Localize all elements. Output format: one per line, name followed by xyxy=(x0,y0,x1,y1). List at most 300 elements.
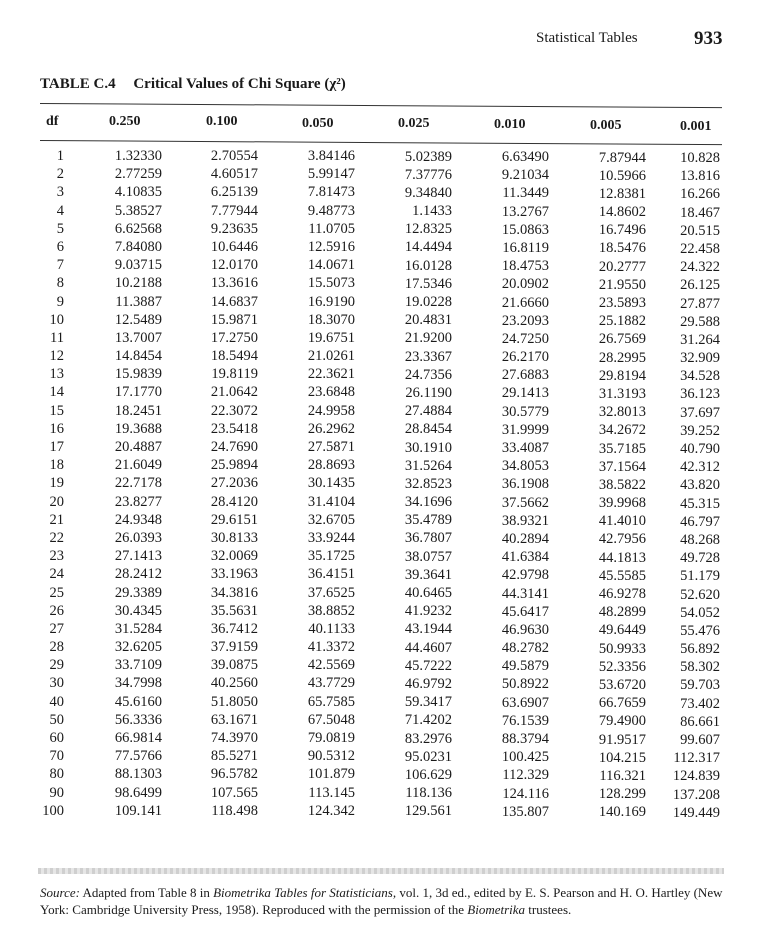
df-cell: 25 xyxy=(49,584,64,601)
value-cell: 99.607 xyxy=(680,732,720,748)
value-cell: 5.02389 xyxy=(404,148,452,165)
value-cell: 42.312 xyxy=(680,459,720,476)
value-cell: 149.449 xyxy=(672,804,720,821)
table-row xyxy=(0,675,768,693)
table-row xyxy=(0,566,768,584)
column-header-0250: 0.250 xyxy=(109,114,141,129)
value-cell: 18.2451 xyxy=(114,402,162,419)
value-cell: 23.5418 xyxy=(210,420,258,437)
value-cell: 32.6205 xyxy=(114,639,162,656)
value-cell: 36.123 xyxy=(680,386,720,403)
table-row xyxy=(0,403,768,421)
value-cell: 91.9517 xyxy=(598,731,646,748)
value-cell: 43.7729 xyxy=(307,675,355,692)
value-cell: 10.828 xyxy=(680,150,720,166)
value-cell: 71.4202 xyxy=(404,712,452,729)
value-cell: 109.141 xyxy=(114,802,162,819)
value-cell: 30.1910 xyxy=(404,439,452,456)
value-cell: 52.3356 xyxy=(598,658,646,675)
value-cell: 23.8277 xyxy=(114,493,162,510)
value-cell: 21.9550 xyxy=(598,276,646,293)
value-cell: 26.7569 xyxy=(598,331,646,348)
value-cell: 40.2560 xyxy=(210,675,258,692)
footnote-text-2: vol. 1, 3d ed., edited by E. S. Pearson and H. O. Hartley (New York: Cambridge University Press, 1958). Reproduced with the permission of the xyxy=(40,885,723,917)
value-cell: 118.136 xyxy=(405,785,452,802)
value-cell: 95.0231 xyxy=(404,748,452,765)
table-row xyxy=(0,457,768,475)
value-cell: 45.5585 xyxy=(598,567,646,584)
value-cell: 27.2036 xyxy=(210,475,258,492)
df-cell: 17 xyxy=(49,439,64,455)
value-cell: 32.6705 xyxy=(307,511,355,528)
value-cell: 37.9159 xyxy=(210,639,258,656)
value-cell: 37.697 xyxy=(680,404,720,421)
value-cell: 26.2962 xyxy=(307,420,355,437)
df-cell: 15 xyxy=(49,402,64,419)
table-row xyxy=(0,275,768,293)
value-cell: 28.4120 xyxy=(210,493,258,510)
value-cell: 36.7807 xyxy=(404,530,452,547)
table-row xyxy=(0,348,768,366)
df-cell: 21 xyxy=(49,511,64,528)
value-cell: 11.3449 xyxy=(502,185,549,202)
value-cell: 21.0261 xyxy=(307,348,355,365)
column-header-0001: 0.001 xyxy=(680,119,712,134)
value-cell: 51.179 xyxy=(680,568,720,585)
value-cell: 49.728 xyxy=(680,550,720,567)
value-cell: 33.7109 xyxy=(114,657,162,674)
source-footnote xyxy=(40,884,730,918)
value-cell: 16.9190 xyxy=(307,293,355,310)
column-header-df: df xyxy=(46,114,59,129)
value-cell: 16.0128 xyxy=(404,257,452,274)
value-cell: 40.1133 xyxy=(308,620,355,637)
df-cell: 29 xyxy=(49,657,64,674)
df-cell: 90 xyxy=(49,784,64,801)
value-cell: 40.6465 xyxy=(404,585,452,601)
table-row xyxy=(0,603,768,621)
value-cell: 43.1944 xyxy=(404,621,452,638)
value-cell: 12.5489 xyxy=(114,311,162,328)
df-cell: 100 xyxy=(42,802,64,819)
value-cell: 43.820 xyxy=(680,477,720,494)
value-cell: 48.268 xyxy=(680,531,720,548)
value-cell: 63.6907 xyxy=(501,694,549,711)
df-cell: 4 xyxy=(56,202,64,219)
value-cell: 5.38527 xyxy=(114,202,162,219)
value-cell: 77.5766 xyxy=(114,748,162,765)
value-cell: 16.266 xyxy=(680,186,720,203)
value-cell: 28.8693 xyxy=(307,457,355,474)
value-cell: 34.8053 xyxy=(501,458,549,475)
value-cell: 41.4010 xyxy=(598,513,646,530)
value-cell: 48.2899 xyxy=(598,604,646,621)
value-cell: 25.9894 xyxy=(210,457,258,474)
df-cell: 8 xyxy=(56,275,64,292)
df-cell: 19 xyxy=(49,475,64,492)
value-cell: 18.5494 xyxy=(210,348,258,365)
value-cell: 66.7659 xyxy=(598,695,646,712)
value-cell: 27.4884 xyxy=(404,403,452,420)
value-cell: 46.9278 xyxy=(598,586,646,602)
value-cell: 17.2750 xyxy=(210,329,258,346)
value-cell: 34.1696 xyxy=(404,494,452,511)
value-cell: 21.6049 xyxy=(114,457,162,474)
footnote-source-label: Source: xyxy=(40,885,80,900)
footnote-text-3: trustees. xyxy=(525,902,572,917)
df-cell: 3 xyxy=(56,184,64,201)
df-cell: 20 xyxy=(49,493,64,510)
running-head xyxy=(0,28,768,52)
value-cell: 36.7412 xyxy=(210,620,258,637)
value-cell: 9.34840 xyxy=(404,184,452,201)
column-header-0100: 0.100 xyxy=(206,114,238,129)
df-cell: 2 xyxy=(56,166,64,183)
column-header-0005: 0.005 xyxy=(590,118,622,133)
value-cell: 1.1433 xyxy=(412,203,452,220)
value-cell: 52.620 xyxy=(680,586,720,603)
df-cell: 28 xyxy=(49,639,64,656)
value-cell: 49.5879 xyxy=(501,658,549,675)
value-cell: 29.8194 xyxy=(598,367,646,384)
value-cell: 46.9630 xyxy=(501,621,549,638)
value-cell: 33.4087 xyxy=(501,440,549,456)
value-cell: 90.5312 xyxy=(307,748,355,765)
value-cell: 66.9814 xyxy=(114,730,162,746)
value-cell: 21.6660 xyxy=(501,294,549,311)
table-row xyxy=(0,585,768,603)
value-cell: 24.9348 xyxy=(114,511,162,528)
value-cell: 63.1671 xyxy=(210,711,258,728)
value-cell: 26.1190 xyxy=(405,384,452,401)
value-cell: 56.892 xyxy=(680,641,720,658)
value-cell: 56.3336 xyxy=(114,711,162,728)
value-cell: 42.5569 xyxy=(307,657,355,674)
table-label: TABLE C.4 xyxy=(40,76,116,92)
value-cell: 18.5476 xyxy=(598,240,646,257)
table-row xyxy=(0,657,768,675)
value-cell: 24.7250 xyxy=(501,330,549,347)
value-cell: 24.322 xyxy=(680,259,720,276)
value-cell: 20.4831 xyxy=(404,312,452,329)
value-cell: 9.48773 xyxy=(307,202,355,219)
value-cell: 15.9871 xyxy=(210,311,258,328)
value-cell: 41.6384 xyxy=(501,549,549,566)
table-row xyxy=(0,748,768,766)
df-cell: 10 xyxy=(49,311,64,328)
value-cell: 135.807 xyxy=(501,803,549,820)
table-row xyxy=(0,548,768,566)
value-cell: 13.7007 xyxy=(114,329,162,346)
value-cell: 12.5916 xyxy=(307,238,355,255)
value-cell: 129.561 xyxy=(404,803,452,820)
value-cell: 31.5264 xyxy=(404,457,452,474)
value-cell: 22.7178 xyxy=(114,475,162,492)
value-cell: 42.9798 xyxy=(501,567,549,584)
value-cell: 7.87944 xyxy=(598,149,646,166)
table-row xyxy=(0,530,768,548)
value-cell: 39.3641 xyxy=(404,566,452,583)
value-cell: 137.208 xyxy=(672,786,720,803)
value-cell: 39.9968 xyxy=(598,495,646,512)
value-cell: 67.5048 xyxy=(307,711,355,728)
value-cell: 104.215 xyxy=(598,749,646,766)
value-cell: 11.0705 xyxy=(308,220,355,237)
value-cell: 38.5822 xyxy=(598,476,646,493)
value-cell: 41.9232 xyxy=(404,603,452,620)
value-cell: 86.661 xyxy=(680,713,720,730)
footnote-book-title: Biometrika Tables for Statisticians, xyxy=(213,885,397,900)
table-row xyxy=(0,312,768,330)
value-cell: 118.498 xyxy=(211,802,258,819)
value-cell: 18.4753 xyxy=(501,258,549,275)
value-cell: 22.3072 xyxy=(210,402,258,419)
value-cell: 113.145 xyxy=(308,784,355,801)
value-cell: 6.25139 xyxy=(210,184,258,201)
value-cell: 34.2672 xyxy=(598,422,646,439)
df-cell: 30 xyxy=(49,675,64,692)
table-row xyxy=(0,766,768,784)
value-cell: 55.476 xyxy=(680,622,720,639)
value-cell: 18.467 xyxy=(680,204,720,221)
value-cell: 32.0069 xyxy=(210,548,258,565)
table-body xyxy=(0,148,768,821)
table-row xyxy=(0,166,768,184)
value-cell: 49.6449 xyxy=(598,622,646,639)
column-header-0010: 0.010 xyxy=(494,117,526,132)
value-cell: 33.9244 xyxy=(307,529,355,546)
df-cell: 18 xyxy=(49,457,64,474)
value-cell: 74.3970 xyxy=(210,730,258,746)
value-cell: 23.6848 xyxy=(307,384,355,401)
value-cell: 14.8454 xyxy=(114,348,162,365)
value-cell: 9.03715 xyxy=(114,257,162,274)
value-cell: 79.4900 xyxy=(598,713,646,730)
table-row xyxy=(0,494,768,512)
value-cell: 19.3688 xyxy=(114,420,162,437)
table-row xyxy=(0,330,768,348)
column-header-0050: 0.050 xyxy=(302,116,334,131)
df-cell: 80 xyxy=(49,766,64,783)
table-top-rule xyxy=(40,103,722,108)
table-row xyxy=(0,294,768,312)
value-cell: 7.77944 xyxy=(210,202,258,219)
value-cell: 28.2412 xyxy=(114,566,162,583)
value-cell: 128.299 xyxy=(598,786,646,803)
value-cell: 24.7356 xyxy=(404,366,452,383)
value-cell: 38.9321 xyxy=(501,512,549,529)
value-cell: 19.6751 xyxy=(307,329,355,346)
df-cell: 27 xyxy=(49,620,64,637)
value-cell: 96.5782 xyxy=(210,766,258,783)
value-cell: 73.402 xyxy=(680,695,720,712)
value-cell: 7.84080 xyxy=(114,238,162,255)
value-cell: 30.1435 xyxy=(307,475,355,492)
table-row xyxy=(0,694,768,712)
value-cell: 34.528 xyxy=(680,368,720,385)
value-cell: 15.5073 xyxy=(307,275,355,292)
value-cell: 27.5871 xyxy=(307,439,355,455)
value-cell: 79.0819 xyxy=(307,730,355,746)
value-cell: 29.588 xyxy=(680,313,720,330)
value-cell: 27.877 xyxy=(680,295,720,312)
value-cell: 31.4104 xyxy=(307,493,355,510)
value-cell: 23.3367 xyxy=(404,348,452,365)
value-cell: 12.8381 xyxy=(598,185,646,202)
value-cell: 32.909 xyxy=(680,350,720,367)
value-cell: 26.125 xyxy=(680,277,720,294)
df-cell: 22 xyxy=(49,529,64,546)
df-cell: 9 xyxy=(56,293,64,310)
value-cell: 32.8523 xyxy=(404,475,452,492)
value-cell: 101.879 xyxy=(307,766,355,783)
value-cell: 10.2188 xyxy=(114,275,162,292)
value-cell: 16.7496 xyxy=(598,222,646,239)
value-cell: 107.565 xyxy=(210,784,258,801)
value-cell: 28.8454 xyxy=(404,421,452,438)
footnote-text-1: Adapted from Table 8 in xyxy=(79,885,214,900)
footnote-journal: Biometrika xyxy=(467,902,526,917)
value-cell: 116.321 xyxy=(599,767,646,784)
value-cell: 2.77259 xyxy=(114,166,162,183)
value-cell: 37.5662 xyxy=(501,494,549,511)
value-cell: 31.5284 xyxy=(114,620,162,637)
value-cell: 36.1908 xyxy=(501,476,549,493)
df-cell: 11 xyxy=(50,329,64,346)
value-cell: 39.0875 xyxy=(210,657,258,674)
table-row xyxy=(0,785,768,803)
value-cell: 46.9792 xyxy=(404,675,452,692)
value-cell: 6.62568 xyxy=(114,220,162,237)
value-cell: 124.342 xyxy=(307,802,355,819)
value-cell: 37.1564 xyxy=(598,458,646,475)
value-cell: 6.63490 xyxy=(501,149,549,165)
table-row xyxy=(0,730,768,748)
value-cell: 35.4789 xyxy=(404,512,452,529)
value-cell: 18.3070 xyxy=(307,311,355,328)
table-row xyxy=(0,257,768,275)
value-cell: 9.21034 xyxy=(501,167,549,184)
value-cell: 32.8013 xyxy=(598,404,646,421)
table-row xyxy=(0,421,768,439)
value-cell: 19.8119 xyxy=(211,366,258,383)
table-row xyxy=(0,239,768,257)
value-cell: 44.3141 xyxy=(501,585,549,602)
value-cell: 10.5966 xyxy=(598,167,646,184)
value-cell: 14.4494 xyxy=(404,239,452,256)
value-cell: 17.5346 xyxy=(404,275,452,292)
value-cell: 65.7585 xyxy=(307,693,355,710)
value-cell: 20.4887 xyxy=(114,439,162,455)
value-cell: 30.5779 xyxy=(501,403,549,420)
df-cell: 24 xyxy=(49,566,64,583)
df-cell: 6 xyxy=(56,238,64,255)
df-cell: 7 xyxy=(56,257,64,274)
value-cell: 45.315 xyxy=(680,495,720,512)
table-bottom-rule xyxy=(38,868,724,874)
value-cell: 4.60517 xyxy=(210,166,258,183)
value-cell: 15.9839 xyxy=(114,366,162,383)
table-row xyxy=(0,221,768,239)
table-row xyxy=(0,512,768,530)
value-cell: 35.5631 xyxy=(210,602,258,619)
value-cell: 44.4607 xyxy=(404,639,452,656)
value-cell: 9.23635 xyxy=(210,220,258,237)
value-cell: 23.2093 xyxy=(501,312,549,329)
df-cell: 60 xyxy=(49,730,64,746)
value-cell: 16.8119 xyxy=(502,239,549,256)
value-cell: 11.3887 xyxy=(115,293,162,310)
value-cell: 14.6837 xyxy=(210,293,258,310)
value-cell: 50.9933 xyxy=(598,640,646,657)
value-cell: 38.8852 xyxy=(307,602,355,619)
value-cell: 45.6160 xyxy=(114,693,162,710)
value-cell: 30.4345 xyxy=(114,602,162,619)
table-row xyxy=(0,439,768,457)
value-cell: 88.1303 xyxy=(114,766,162,783)
value-cell: 20.0902 xyxy=(501,276,549,293)
table-row xyxy=(0,475,768,493)
value-cell: 29.6151 xyxy=(210,511,258,528)
value-cell: 58.302 xyxy=(680,659,720,676)
value-cell: 3.84146 xyxy=(307,148,355,164)
value-cell: 45.7222 xyxy=(404,657,452,674)
value-cell: 85.5271 xyxy=(210,748,258,765)
value-cell: 30.8133 xyxy=(210,529,258,546)
column-header-0025: 0.025 xyxy=(398,116,430,131)
value-cell: 53.6720 xyxy=(598,676,646,693)
value-cell: 4.10835 xyxy=(114,184,162,201)
value-cell: 14.8602 xyxy=(598,204,646,221)
table-row xyxy=(0,639,768,657)
value-cell: 100.425 xyxy=(501,749,549,766)
table-header-row xyxy=(0,114,768,136)
value-cell: 76.1539 xyxy=(501,712,549,729)
value-cell: 2.70554 xyxy=(210,148,258,164)
value-cell: 40.2894 xyxy=(501,530,549,547)
table-row xyxy=(0,184,768,202)
value-cell: 37.6525 xyxy=(307,584,355,601)
value-cell: 39.252 xyxy=(680,422,720,439)
value-cell: 31.9999 xyxy=(501,421,549,438)
table-row xyxy=(0,366,768,384)
value-cell: 106.629 xyxy=(404,766,452,783)
value-cell: 26.0393 xyxy=(114,529,162,546)
df-cell: 40 xyxy=(49,693,64,710)
value-cell: 34.7998 xyxy=(114,675,162,692)
value-cell: 13.816 xyxy=(680,168,720,185)
value-cell: 35.1725 xyxy=(307,548,355,565)
table-row xyxy=(0,621,768,639)
value-cell: 27.6883 xyxy=(501,367,549,384)
value-cell: 28.2995 xyxy=(598,349,646,366)
value-cell: 13.2767 xyxy=(501,203,549,220)
value-cell: 24.7690 xyxy=(210,439,258,455)
value-cell: 21.9200 xyxy=(404,330,452,347)
value-cell: 7.81473 xyxy=(307,184,355,201)
value-cell: 50.8922 xyxy=(501,676,549,693)
value-cell: 112.329 xyxy=(502,767,549,784)
value-cell: 38.0757 xyxy=(404,548,452,565)
df-cell: 14 xyxy=(49,384,64,401)
table-row xyxy=(0,203,768,221)
value-cell: 59.3417 xyxy=(404,694,452,711)
value-cell: 45.6417 xyxy=(501,603,549,620)
value-cell: 124.839 xyxy=(672,768,720,785)
value-cell: 12.0170 xyxy=(210,257,258,274)
value-cell: 54.052 xyxy=(680,604,720,621)
value-cell: 13.3616 xyxy=(210,275,258,292)
